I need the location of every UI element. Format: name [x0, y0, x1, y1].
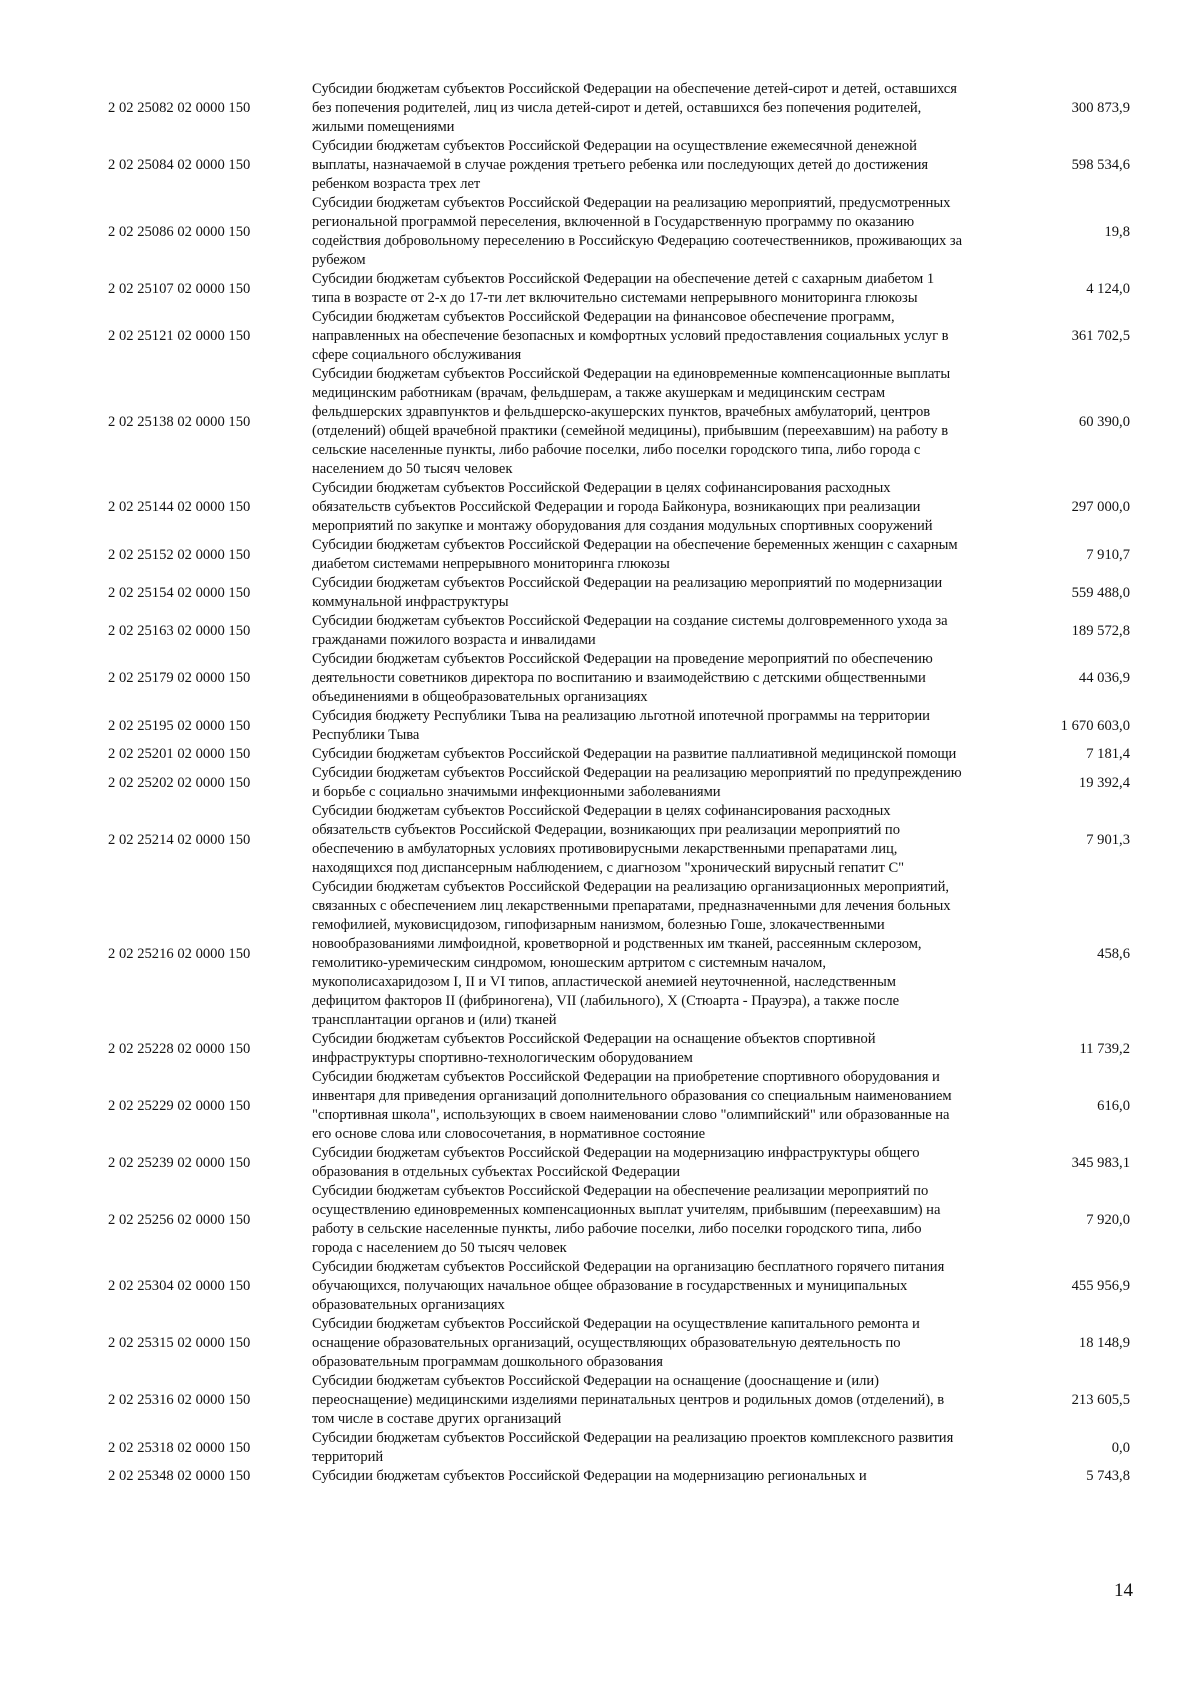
amount-value: 4 124,0	[1086, 280, 1130, 297]
table-row	[108, 764, 1132, 802]
budget-code: 2 02 25138 02 0000 150	[108, 413, 251, 430]
income-description: Субсидии бюджетам субъектов Российской Федерации на проведение мероприятий по обеспечению деятельности советников директора по воспитанию и взаимодействию с детскими общественными объединениями в общеобразовательных организациях	[312, 651, 933, 705]
amount-value: 7 910,7	[1086, 546, 1130, 563]
income-description: Субсидии бюджетам субъектов Российской Федерации в целях софинансирования расходных обязательств субъектов Российской Федерации и города Байконура, возникающих при реализации мероприятий по закупке и монтажу оборудования для создания модульных спортивных сооружений	[312, 480, 933, 534]
budget-code: 2 02 25154 02 0000 150	[108, 584, 251, 601]
table-row	[108, 308, 1132, 365]
table-row	[108, 612, 1132, 650]
amount-value: 361 702,5	[1071, 328, 1130, 344]
table-row	[108, 270, 1132, 308]
table-row	[108, 1144, 1132, 1182]
income-description: Субсидии бюджетам субъектов Российской Федерации на приобретение спортивного оборудования и инвентаря для приведения организаций дополнительного образования со специальным наименованием "спортивная школа", использующих в своем наименовании слово "олимпийский" или образованные на его основе слова или словосочетания, в нормативное состояние	[312, 1069, 952, 1142]
table-row	[108, 80, 1132, 137]
amount-value: 300 873,9	[1071, 100, 1130, 116]
budget-code: 2 02 25239 02 0000 150	[108, 1154, 251, 1171]
income-description: Субсидии бюджетам субъектов Российской Федерации на реализацию проектов комплексного развития территорий	[312, 1430, 954, 1465]
amount-value: 7 901,3	[1086, 831, 1130, 848]
budget-code: 2 02 25202 02 0000 150	[108, 774, 251, 791]
income-description: Субсидии бюджетам субъектов Российской Федерации на финансовое обеспечение программ, направленных на обеспечение безопасных и комфортных условий предоставления социальных услуг в сфере социального обслуживания	[312, 309, 949, 363]
income-description: Субсидии бюджетам субъектов Российской Федерации на модернизацию региональных и	[312, 1468, 867, 1484]
amount-value: 297 000,0	[1071, 499, 1130, 515]
income-description: Субсидии бюджетам субъектов Российской Федерации на создание системы долговременного ухода за гражданами пожилого возраста и инвалидами	[312, 613, 948, 648]
budget-code: 2 02 25228 02 0000 150	[108, 1040, 251, 1057]
table-row	[108, 479, 1132, 536]
amount-value: 559 488,0	[1071, 584, 1130, 601]
table-row	[108, 137, 1132, 194]
income-description: Субсидии бюджетам субъектов Российской Федерации на осуществление капитального ремонта и оснащение образовательных организаций, осуществляющих образовательную деятельность по образовательным программам дошкольного образования	[312, 1316, 920, 1370]
amount-value: 616,0	[1097, 1097, 1130, 1114]
income-description: Субсидии бюджетам субъектов Российской Федерации на обеспечение беременных женщин с сахарным диабетом системами непрерывного мониторинга глюкозы	[312, 537, 958, 572]
budget-code: 2 02 25163 02 0000 150	[108, 622, 251, 639]
table-row	[108, 802, 1132, 878]
budget-code: 2 02 25121 02 0000 150	[108, 328, 251, 344]
budget-code: 2 02 25086 02 0000 150	[108, 223, 251, 240]
table-row	[108, 194, 1132, 270]
amount-value: 213 605,5	[1071, 1392, 1130, 1408]
table-row	[108, 707, 1132, 745]
budget-code: 2 02 25348 02 0000 150	[108, 1468, 251, 1484]
table-row	[108, 536, 1132, 574]
budget-code: 2 02 25316 02 0000 150	[108, 1392, 251, 1408]
amount-value: 7 181,4	[1086, 746, 1130, 762]
income-description: Субсидии бюджетам субъектов Российской Федерации в целях софинансирования расходных обязательств субъектов Российской Федерации, возникающих при реализации мероприятий по обеспечению в амбулаторных условиях противовирусными лекарственными препаратами лиц, находящихся под диспансерным наблюдением, с диагнозом "хронический вирусный гепатит С"	[312, 803, 905, 876]
amount-value: 19 392,4	[1078, 774, 1130, 791]
budget-code: 2 02 25315 02 0000 150	[108, 1335, 251, 1351]
income-description: Субсидии бюджетам субъектов Российской Федерации на организацию бесплатного горячего питания обучающихся, получающих начальное общее образование в государственных и муниципальных образовательных организациях	[312, 1259, 945, 1313]
income-description: Субсидии бюджетам субъектов Российской Федерации на развитие паллиативной медицинской помощи	[312, 746, 957, 762]
income-description: Субсидии бюджетам субъектов Российской Федерации на обеспечение детей-сирот и детей, оставшихся без попечения родителей, лиц из числа детей-сирот и детей, оставшихся без попечения родителей, жилыми помещениями	[312, 81, 957, 135]
budget-code: 2 02 25152 02 0000 150	[108, 546, 251, 563]
income-description: Субсидии бюджетам субъектов Российской Федерации на единовременные компенсационные выплаты медицинским работникам (врачам, фельдшерам, а также акушеркам и медицинским сестрам фельдшерских здравпунктов и фельдшерско-акушерских пунктов, врачебных амбулаторий, центров (отделений) общей врачебной практики (семейной медицины), прибывшим (переехавшим) на работу в сельские населенные пункты, либо рабочие поселки, либо поселки городского типа, либо города с населением до 50 тысяч человек	[312, 366, 951, 477]
table-row	[108, 1467, 1132, 1486]
budget-code: 2 02 25318 02 0000 150	[108, 1439, 251, 1456]
income-description: Субсидия бюджету Республики Тыва на реализацию льготной ипотечной программы на территории Республики Тыва	[312, 708, 930, 743]
amount-value: 44 036,9	[1078, 670, 1130, 686]
budget-code: 2 02 25144 02 0000 150	[108, 499, 251, 515]
budget-code: 2 02 25216 02 0000 150	[108, 945, 251, 962]
budget-code: 2 02 25179 02 0000 150	[108, 670, 251, 686]
amount-value: 5 743,8	[1086, 1468, 1130, 1484]
income-description: Субсидии бюджетам субъектов Российской Федерации на оснащение объектов спортивной инфраструктуры спортивно-технологическим оборудованием	[312, 1031, 876, 1066]
income-description: Субсидии бюджетам субъектов Российской Федерации на реализацию мероприятий по предупреждению и борьбе с социально значимыми инфекционными заболеваниями	[312, 765, 962, 800]
income-description: Субсидии бюджетам субъектов Российской Федерации на обеспечение реализации мероприятий по осуществлению единовременных компенсационных выплат учителям, прибывшим (переехавшим) на работу в сельские населенные пункты, либо рабочие поселки, либо поселки городского типа, либо города с населением до 50 тысяч человек	[312, 1183, 941, 1256]
table-row	[108, 1068, 1132, 1144]
income-description: Субсидии бюджетам субъектов Российской Федерации на реализацию организационных мероприятий, связанных с обеспечением лиц лекарственными препаратами, предназначенными для лечения больных гемофилией, муковисцидозом, гипофизарным нанизмом, болезнью Гоше, злокачественными новообразованиями лимфоидной, кроветворной и родственных им тканей, рассеянным склерозом, гемолитико-уремическим синдромом, юношеским артритом с системным началом, мукополисахаридозом I, II и VI типов, апластической анемией неуточненной, наследственным дефицитом факторов II (фибриногена), VII (лабильного), X (Стюарта - Прауэра), а также после трансплантации органов и (или) тканей	[312, 879, 951, 1028]
income-description: Субсидии бюджетам субъектов Российской Федерации на оснащение (дооснащение и (или) переоснащение) медицинскими изделиями перинатальных центров и родильных домов (отделений), в том числе в составе других организаций	[312, 1373, 945, 1427]
table-row	[108, 745, 1132, 764]
budget-code: 2 02 25304 02 0000 150	[108, 1278, 251, 1294]
amount-value: 458,6	[1097, 945, 1130, 962]
amount-value: 455 956,9	[1071, 1278, 1130, 1294]
amount-value: 11 739,2	[1079, 1040, 1130, 1057]
table-row	[108, 1429, 1132, 1467]
table-row	[108, 1182, 1132, 1258]
income-description: Субсидии бюджетам субъектов Российской Федерации на модернизацию инфраструктуры общего образования в отдельных субъектах Российской Федерации	[312, 1145, 920, 1180]
amount-value: 1 670 603,0	[1060, 717, 1130, 734]
income-description: Субсидии бюджетам субъектов Российской Федерации на обеспечение детей с сахарным диабетом 1 типа в возрасте от 2-х до 17-ти лет включительно системами непрерывного мониторинга глюкозы	[312, 271, 935, 306]
table-row	[108, 574, 1132, 612]
table-row	[108, 1372, 1132, 1429]
budget-code: 2 02 25084 02 0000 150	[108, 157, 251, 173]
table-row	[108, 365, 1132, 479]
table-row	[108, 650, 1132, 707]
budget-code: 2 02 25201 02 0000 150	[108, 746, 251, 762]
budget-table	[108, 80, 1132, 1486]
table-row	[108, 1315, 1132, 1372]
amount-value: 345 983,1	[1071, 1154, 1130, 1171]
budget-code: 2 02 25107 02 0000 150	[108, 280, 251, 297]
budget-code: 2 02 25214 02 0000 150	[108, 831, 251, 848]
table-row	[108, 1258, 1132, 1315]
income-description: Субсидии бюджетам субъектов Российской Федерации на реализацию мероприятий, предусмотренных региональной программой переселения, включенной в Государственную программу по оказанию содействия добровольному переселению в Российскую Федерацию соотечественников, проживающих за рубежом	[312, 195, 963, 268]
amount-value: 0,0	[1111, 1439, 1130, 1456]
amount-value: 7 920,0	[1086, 1211, 1130, 1228]
amount-value: 18 148,9	[1078, 1335, 1130, 1351]
budget-code: 2 02 25195 02 0000 150	[108, 717, 251, 734]
amount-value: 19,8	[1104, 223, 1130, 240]
budget-code: 2 02 25082 02 0000 150	[108, 100, 251, 116]
amount-value: 598 534,6	[1071, 157, 1130, 173]
amount-value: 189 572,8	[1071, 622, 1130, 639]
income-description: Субсидии бюджетам субъектов Российской Федерации на осуществление ежемесячной денежной выплаты, назначаемой в случае рождения третьего ребенка или последующих детей до достижения ребенком возраста трех лет	[312, 138, 929, 192]
page-number: 14	[1114, 1580, 1133, 1601]
amount-value: 60 390,0	[1078, 413, 1130, 430]
table-row	[108, 1030, 1132, 1068]
table-row	[108, 878, 1132, 1030]
budget-code: 2 02 25229 02 0000 150	[108, 1097, 251, 1114]
income-description: Субсидии бюджетам субъектов Российской Федерации на реализацию мероприятий по модернизации коммунальной инфраструктуры	[312, 575, 943, 610]
budget-code: 2 02 25256 02 0000 150	[108, 1211, 251, 1228]
